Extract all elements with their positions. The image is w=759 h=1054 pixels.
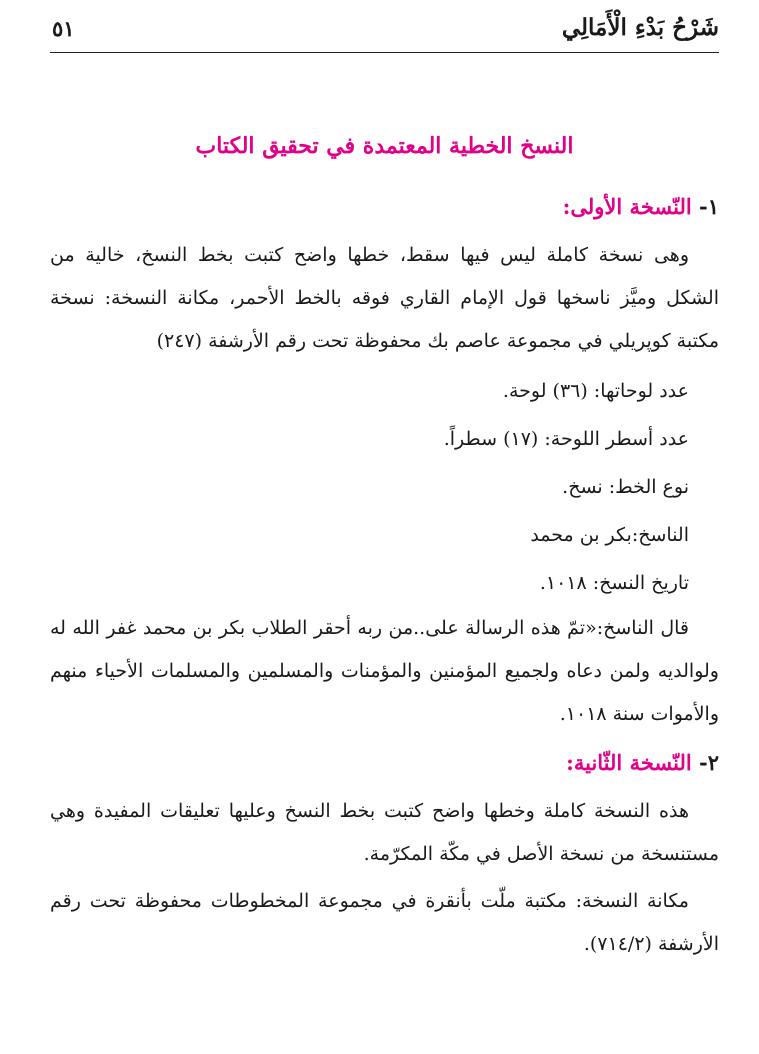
- page-number: ٥١: [52, 16, 75, 41]
- manuscript-1-description: وهى نسخة كاملة ليس فيها سقط، خطها واضح كتبت بخط النسخ، خالية من الشكل وميَّز ناسخها قول الإمام القاري فوقه بالخط الأحمر، مكانة النسخة: نسخة مكتبة كوپريلي في مجموعة عاصم بك محفوظة تحت رقم الأرشفة (٢٤٧): [50, 244, 719, 352]
- manuscript-2-heading: [50, 746, 719, 780]
- section-heading: النسخ الخطية المعتمدة في تحقيق الكتاب: [195, 133, 574, 159]
- manuscript-1-copy-date: تاريخ النسخ: ١٠١٨.: [539, 572, 689, 594]
- manuscript-1-folio-count: عدد لوحاتها: (٣٦) لوحة.: [502, 380, 689, 402]
- manuscript-2-number: ٢-: [699, 750, 719, 775]
- manuscript-2-location: مكانة النسخة: مكتبة ملّت بأنقرة في مجموعة المخطوطات محفوظة تحت رقم الأرشفة (٧١٤/٢).: [50, 890, 719, 955]
- page-content: [50, 128, 719, 970]
- manuscript-2-title: النّسخة الثّانية:: [566, 750, 692, 775]
- manuscript-2-description: هذه النسخة كاملة وخطها واضح كتبت بخط النسخ وعليها تعليقات المفيدة وهي مستنسخة من نسخة الأصل في مكّة المكرّمة.: [50, 800, 719, 865]
- manuscript-1-copyist: الناسخ:بكر بن محمد: [530, 524, 689, 546]
- manuscript-1-heading: [50, 190, 719, 224]
- manuscript-1-number: ١-: [699, 194, 719, 219]
- manuscript-1-title: النّسخة الأولى:: [562, 194, 692, 219]
- manuscript-1-script-type: نوع الخط: نسخ.: [562, 476, 689, 498]
- manuscript-1-colophon: قال الناسخ:«تمّ هذه الرسالة على..من ربه أحقر الطلاب بكر بن محمد غفر الله له ولوالديه ولمن دعاه ولجميع المؤمنين والمؤمنات والمسلمين والمسلمات الأحياء منهم والأموات سنة ١٠١٨.: [50, 617, 719, 725]
- manuscript-1-line-count: عدد أسطر اللوحة: (١٧) سطراً.: [443, 428, 689, 450]
- running-header: [50, 12, 719, 53]
- running-title: شَرْحُ بَدْءِ الْأَمَالِي: [561, 14, 719, 41]
